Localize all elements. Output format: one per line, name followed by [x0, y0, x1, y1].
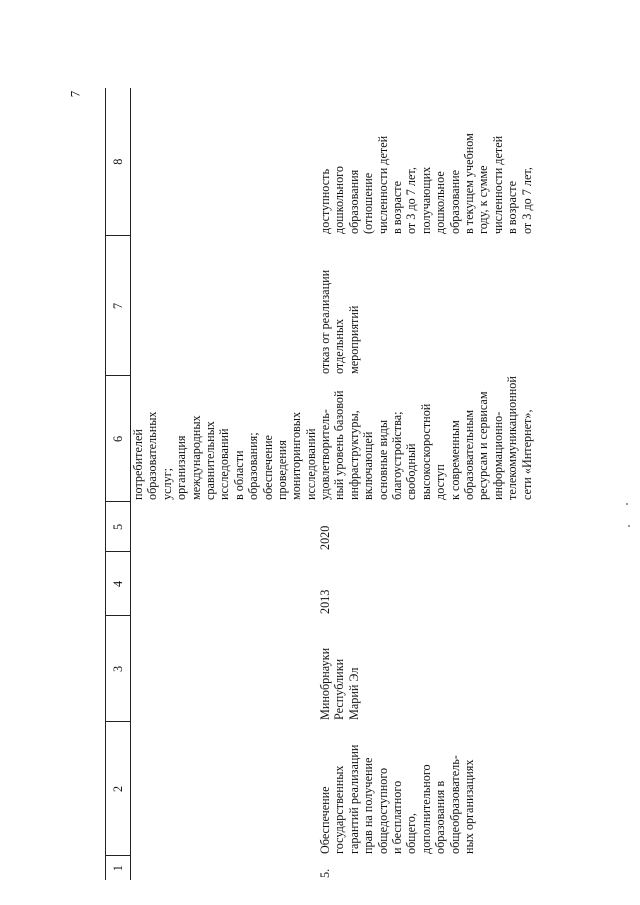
executor-cell — [318, 616, 534, 722]
cell-line: в возрасте — [390, 180, 405, 234]
cell-line: потребителей — [131, 429, 145, 500]
cell-line: высокоскоростной — [418, 403, 433, 500]
continuation-col6 — [131, 376, 319, 502]
header-col-4: 4 — [106, 552, 131, 616]
header-col-1: 1 — [106, 856, 131, 880]
cell-line: в возрасте — [505, 180, 520, 234]
end-year-cell: 2020 — [318, 525, 333, 550]
cell-line: дошкольное — [433, 171, 448, 234]
indicator-cell — [318, 88, 534, 236]
cell-line: благоустройства; — [390, 411, 405, 500]
rotated-table-page — [105, 88, 640, 880]
header-col-3: 3 — [106, 616, 131, 722]
expected-result-cell — [318, 376, 534, 502]
cell-line: доступность — [318, 168, 333, 234]
header-col-6: 6 — [106, 376, 131, 502]
cell-line: ных организациях — [461, 759, 476, 854]
cell-line: ресурсам и сервисам — [476, 391, 491, 500]
cell-line: государственных — [332, 765, 347, 854]
cell-line: от 3 до 7 лет, — [519, 167, 534, 234]
cell-line: исследований — [303, 428, 318, 500]
start-year-cell: 2013 — [318, 589, 333, 614]
cell-line: (отношение — [361, 172, 376, 234]
cell-line: проведения — [274, 440, 289, 500]
row-number: 5. — [318, 868, 333, 878]
cell-line: Обеспечение — [318, 786, 333, 854]
cell-line: основные виды — [375, 419, 390, 500]
cell-line: к современным — [447, 420, 462, 500]
cell-line: Минобрнауки — [318, 647, 333, 720]
cell-line: свободный — [404, 443, 419, 500]
cell-line: услуг; — [159, 467, 174, 500]
cell-line: исследований — [217, 428, 232, 500]
cell-line: отдельных — [332, 318, 347, 374]
cell-line: образования в — [433, 780, 448, 854]
page-number: 7 — [67, 90, 83, 98]
cell-line: от 3 до 7 лет, — [404, 167, 419, 234]
scan-speck — [626, 503, 628, 505]
cell-line: обеспечение — [260, 435, 275, 500]
cell-line: численности детей — [375, 135, 390, 234]
event-name-cell — [318, 722, 534, 856]
cell-line: отказ от реализации — [318, 269, 333, 374]
cell-line: общего, — [404, 813, 419, 854]
cell-line: дополнительного — [418, 764, 433, 854]
cell-line: телекоммуникационной — [505, 376, 520, 500]
cell-line: организация — [174, 435, 189, 500]
cell-line: включающей — [361, 431, 376, 500]
cell-line: общеобразователь- — [447, 755, 462, 854]
cell-line: мониторинговых — [289, 411, 304, 500]
header-row — [106, 88, 131, 880]
cell-line: сети «Интернет», — [519, 409, 534, 500]
header-col-7: 7 — [106, 236, 131, 376]
cell-line: дошкольного — [332, 166, 347, 234]
cell-line: в области — [231, 450, 246, 500]
cell-line: доступ — [433, 464, 448, 500]
cell-line: сравнительных — [202, 421, 217, 500]
cell-line: информационно- — [490, 411, 505, 500]
scan-speck — [628, 525, 630, 527]
cell-line: образование — [447, 169, 462, 234]
cell-line: международных — [188, 415, 203, 500]
cell-line: численности детей — [490, 135, 505, 234]
table-row — [318, 88, 534, 880]
cell-line: инфраструктуры, — [346, 410, 361, 500]
header-col-8: 8 — [106, 88, 131, 236]
cell-line: мероприятий — [346, 305, 361, 374]
program-table — [105, 88, 534, 880]
cell-line: Марий Эл — [346, 667, 361, 720]
cell-line: общедоступного — [375, 767, 390, 854]
cell-line: образования — [346, 169, 361, 234]
cell-line: Республики — [332, 658, 347, 720]
cell-line: получающих — [418, 166, 433, 234]
cell-line: прав на получение — [361, 757, 376, 854]
continuation-row — [131, 88, 319, 880]
cell-line: образовательным — [461, 409, 476, 500]
cell-line: удовлетворитель- — [318, 409, 333, 500]
header-col-2: 2 — [106, 722, 131, 856]
cell-line: году, к сумме — [476, 165, 491, 234]
cell-line: гарантий реализации — [346, 744, 361, 854]
cell-line: в текущем учебном — [461, 133, 476, 234]
cell-line: образования; — [246, 432, 261, 500]
header-col-5: 5 — [106, 502, 131, 552]
cell-line: образовательных — [145, 411, 160, 500]
cell-line: и бесплатного — [390, 780, 405, 854]
cell-line: ный уровень базовой — [332, 390, 347, 500]
consequences-cell — [318, 236, 534, 376]
